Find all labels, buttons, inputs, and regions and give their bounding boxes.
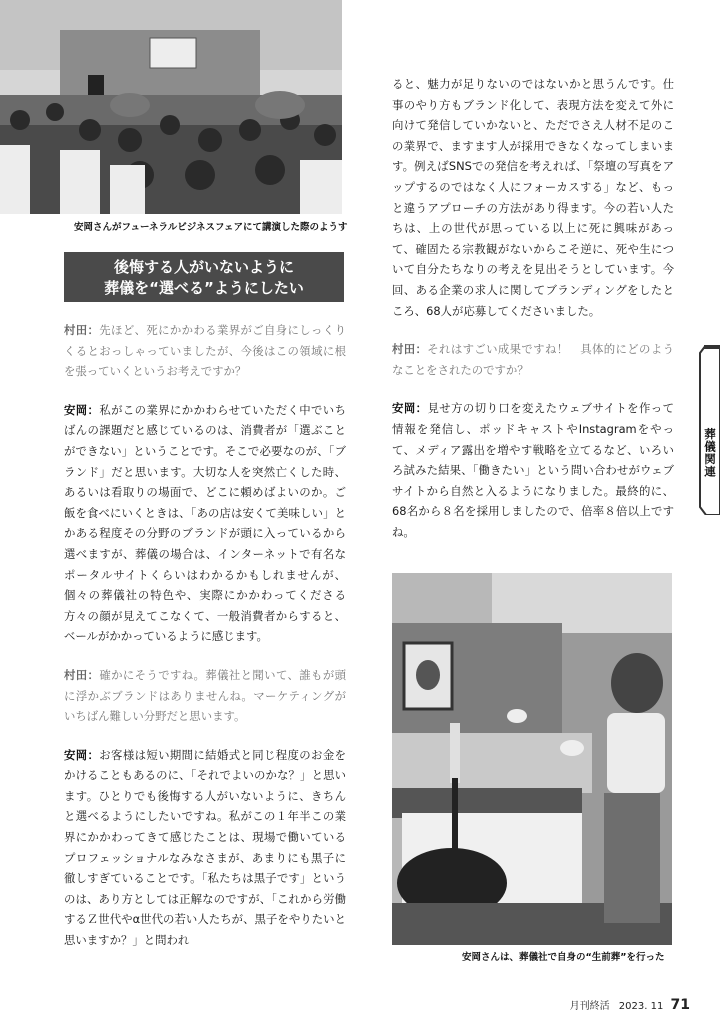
interview-paragraph	[64, 665, 346, 727]
speaker-label: 安岡：	[64, 747, 100, 762]
interview-paragraph	[392, 339, 674, 380]
bottom-photo-caption: 安岡さんは、葬儀社で自身の“生前葬”を行った	[462, 952, 665, 963]
right-text-column	[392, 74, 674, 542]
paragraph-text: それはすごい成果ですね！ 具体的にどのようなことをされたのですか？	[392, 342, 674, 377]
speaker-label: 村田：	[64, 323, 100, 337]
issue-date: 2023. 11	[618, 1001, 664, 1012]
speaker-label: 安岡：	[392, 401, 428, 416]
paragraph-text: 私がこの業界にかかわらせていただく中でいちばんの課題だと感じているのは、消費者が「選ぶことができない」ということです。そこで必要なのが、「ブランド」だと思います。大切な人を突然亡くした時、あるいは看取りの場面で、どこに頼めばよいのか。ご飯を食べにいくときは、「あの店は安くて美味しい」とかある程度その分野のブランドが頭に入っているから選べますが、葬儀の場合は、インターネットで有名なポータルサイトくらいはわかるかもしれませんが、個々の葬儀社の特色や、実際にかかわってくださる方々の顔が見えてこなくて、一般消費者からすると、ベールがかかっているように感じます。	[64, 402, 346, 644]
top-photo-caption: 安岡さんがフューネラルビジネスフェアにて講演した際のようす	[74, 222, 348, 233]
interview-paragraph	[392, 74, 674, 321]
paragraph-text: お客様は短い期間に結婚式と同じ程度のお金をかけることもあるのに、「それでよいのかな？」と思います。ひとりでも後悔する人がいないように、きちんと選べるようにしたいですね。私がこの１年半この業界にかかわってきて感じたことは、現場で働いているプロフェッショナルなみなさまが、あまりにも黒子に徹しすぎていることです。「私たちは黒子です」というのは、あり方としては正解なのですが、「これから労働するＺ世代やα世代の若い人たちが、黒子をやりたいと思いますか？」と問われ	[64, 747, 346, 948]
interview-paragraph	[392, 398, 674, 542]
paragraph-text: 確かにそうですね。葬儀社と聞いて、誰もが頭に浮かぶブランドはありませんね。マーケティングがいちばん難しい分野だと思います。	[64, 667, 346, 724]
speaker-label: 村田：	[64, 667, 100, 682]
speaker-label: 村田：	[392, 342, 428, 357]
seminar-photo	[0, 0, 342, 214]
page-footer	[570, 997, 690, 1013]
funeral-photo	[392, 573, 672, 945]
speaker-label: 安岡：	[64, 402, 100, 417]
heading-line-1: 後悔する人がいないように	[113, 258, 294, 276]
left-text-column	[64, 320, 346, 951]
paragraph-text: 先ほど、死にかかわる業界がご自身にしっくりくるとおっしゃっていましたが、今後はこの領域に根を張っていくというお考えですか？	[64, 323, 346, 379]
interview-paragraph	[64, 400, 346, 647]
interview-paragraph	[64, 745, 346, 951]
section-heading	[64, 252, 344, 302]
paragraph-text: 見せ方の切り口を変えたウェブサイトを作って情報を発信し、ポッドキャストやInstagramをやって、メディア露出を増やす戦略を立てるなど、いろいろ試みた結果、「働きたい」という問い合わせがウェブサイトから自然と入るようになりました。最終的に、68名から８名を採用しましたので、倍率８倍以上ですね。	[392, 401, 674, 539]
page-number: 71	[670, 997, 690, 1013]
magazine-name: 月刊終活	[569, 1001, 610, 1012]
heading-line-2: 葬儀を“選べる”ようにしたい	[104, 279, 304, 297]
section-tab-label: 葬儀関連	[703, 428, 717, 478]
paragraph-text: ると、魅力が足りないのではないかと思うんです。仕事のやり方もブランド化して、表現方法を変えて外に向けて発信していかないと、ただでさえ人材不足のこの業界で、ますます人が採用できなくなってしまいます。例えばSNSでの発信を考えれば、「祭壇の写真をアップするのではなく人にフォーカスする」など、もっと違うアプローチの方法があり得ます。今の若い人たちは、上の世代が思っている以上に死に興味があって、確固たる宗教観がないからこそ逆に、死や生について自分たちなりの考えを見出そうとしています。今回、ある企業の求人に関してブランディングをしたところ、68人が応募してくださいました。	[392, 77, 674, 318]
interview-paragraph	[64, 320, 346, 382]
